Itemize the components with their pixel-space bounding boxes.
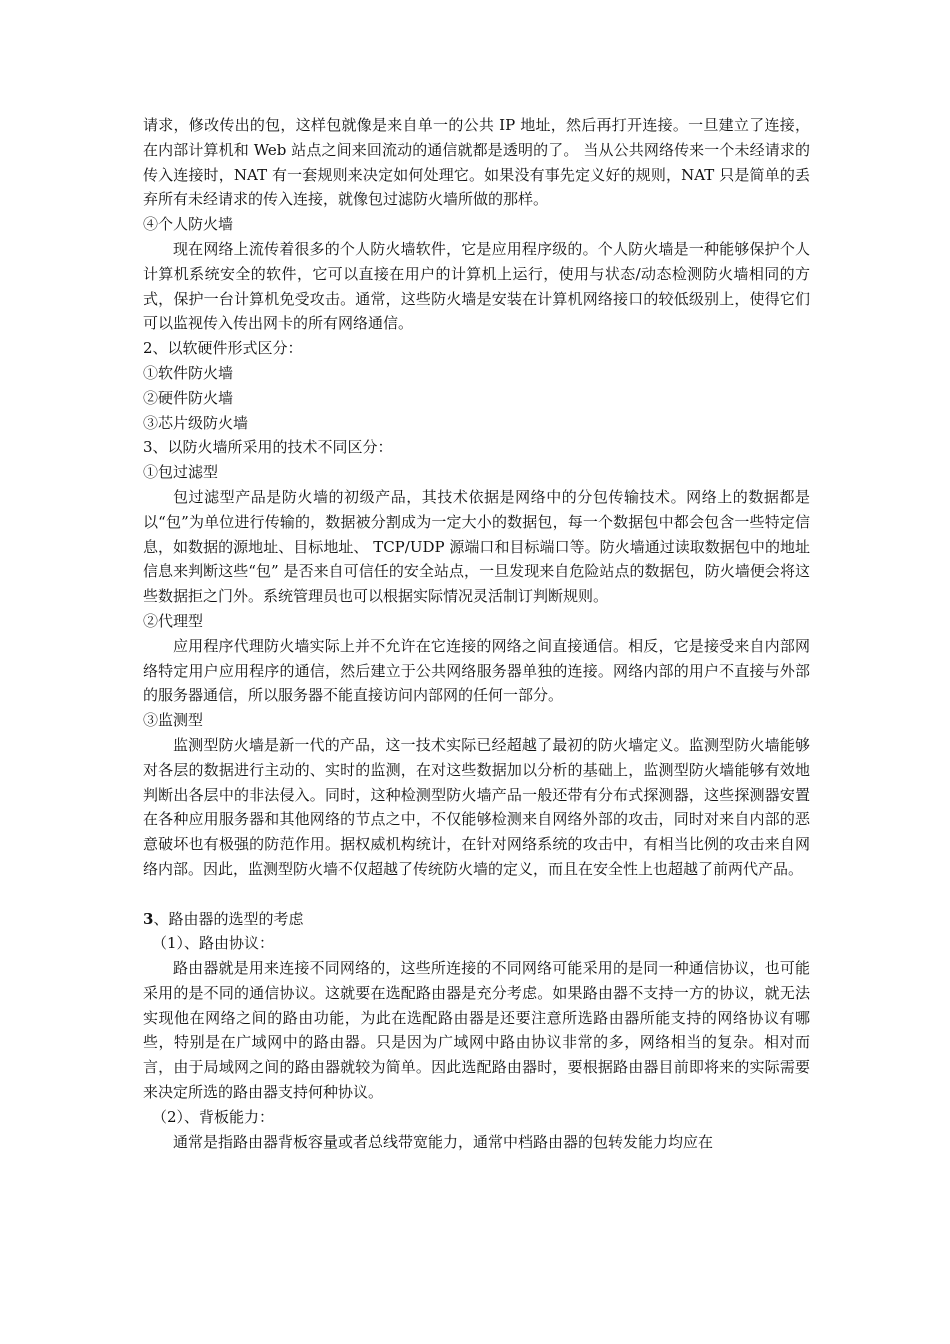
packet-filter-paragraph: 包过滤型产品是防火墙的初级产品，其技术依据是网络中的分包传输技术。网络上的数据都是以“包”为单位进行传输的，数据被分割成为一定大小的数据包，每一个数据包中都会包含一些特定信息，如数据的源地址、目标地址、 TCP/UDP 源端口和目标端口等。防火墙通过读取数据包中的地址信息来判断这些“包” 是否来自可信任的安全站点，一旦发现来自危险站点的数据包，防火墙便会将这些数据拒之门外。系统管理员也可以根据实际情况灵活制订判断规则。 — [143, 487, 810, 606]
document-page — [143, 113, 810, 1154]
hardware-firewall-item: ②硬件防火墙 — [143, 388, 234, 407]
monitor-heading: ③监测型 — [143, 711, 204, 730]
router-section-heading — [143, 907, 810, 932]
router-section-title: 、路由器的选型的考虑 — [153, 909, 304, 928]
router-section-number: 3 — [143, 909, 154, 928]
personal-firewall-paragraph: 现在网络上流传着很多的个人防火墙软件，它是应用程序级的。个人防火墙是一种能够保护个人计算机系统安全的软件，它可以直接在用户的计算机上运行，使用与状态/动态检测防火墙相同的方式，保护一台计算机免受攻击。通常，这些防火墙是安装在计算机网络接口的较低级别上，使得它们可以监视传入传出网卡的所有网络通信。 — [143, 239, 810, 333]
routing-protocol-paragraph: 路由器就是用来连接不同网络的，这些所连接的不同网络可能采用的是同一种通信协议，也可能采用的是不同的通信协议。这就要在选配路由器是充分考虑。如果路由器不支持一方的协议，就无法实现他在网络之间的路由功能，为此在选配路由器是还要注意所选路由器所能支持的网络协议有哪些，特别是在广域网中的路由器。只是因为广域网中路由协议非常的多，网络相当的复杂。相对而言，由于局域网之间的路由器就较为简单。因此选配路由器时，要根据路由器目前即将来的实际需要来决定所选的路由器支持何种协议。 — [143, 959, 810, 1102]
nat-paragraph: 请求，修改传出的包，这样包就像是来自单一的公共 IP 地址，然后再打开连接。一旦建立了连接，在内部计算机和 Web 站点之间来回流动的通信就都是透明的了。 当从公共网络传来一个未经请求的传入连接时，NAT 有一套规则来决定如何处理它。如果没有事先定义好的规则，NAT 只是简单的丢弃所有未经请求的传入连接，就像包过滤防火墙所做的那样。 — [143, 116, 810, 209]
backplane-heading: （2）、背板能力： — [152, 1107, 275, 1126]
personal-firewall-heading: ④个人防火墙 — [143, 215, 234, 234]
backplane-paragraph: 通常是指路由器背板容量或者总线带宽能力，通常中档路由器的包转发能力均应在 — [173, 1132, 714, 1151]
proxy-heading: ②代理型 — [143, 611, 204, 630]
monitor-paragraph: 监测型防火墙是新一代的产品，这一技术实际已经超越了最初的防火墙定义。监测型防火墙能够对各层的数据进行主动的、实时的监测，在对这些数据加以分析的基础上，监测型防火墙能够有效地判断出各层中的非法侵入。同时，这种检测型防火墙产品一般还带有分布式探测器，这些探测器安置在各种应用服务器和其他网络的节点之中，不仅能够检测来自网络外部的攻击，同时对来自内部的恶意破坏也有极强的防范作用。据权威机构统计，在针对网络系统的攻击中，有相当比例的攻击来自网络内部。因此，监测型防火墙不仅超越了传统防火墙的定义，而且在安全性上也超越了前两代产品。 — [143, 735, 810, 878]
proxy-paragraph: 应用程序代理防火墙实际上并不允许在它连接的网络之间直接通信。相反，它是接受来自内部网络特定用户应用程序的通信，然后建立于公共网络服务器单独的连接。网络内部的用户不直接与外部的服务器通信，所以服务器不能直接访问内部网的任何一部分。 — [143, 636, 810, 705]
technology-heading: 3、以防火墙所采用的技术不同区分： — [143, 438, 393, 457]
hw-sw-heading: 2、以软硬件形式区分： — [143, 339, 303, 358]
software-firewall-item: ①软件防火墙 — [143, 363, 234, 382]
blank-line — [143, 882, 810, 907]
routing-protocol-heading: （1）、路由协议： — [152, 934, 275, 953]
packet-filter-heading: ①包过滤型 — [143, 463, 219, 482]
chip-firewall-item: ③芯片级防火墙 — [143, 413, 249, 432]
